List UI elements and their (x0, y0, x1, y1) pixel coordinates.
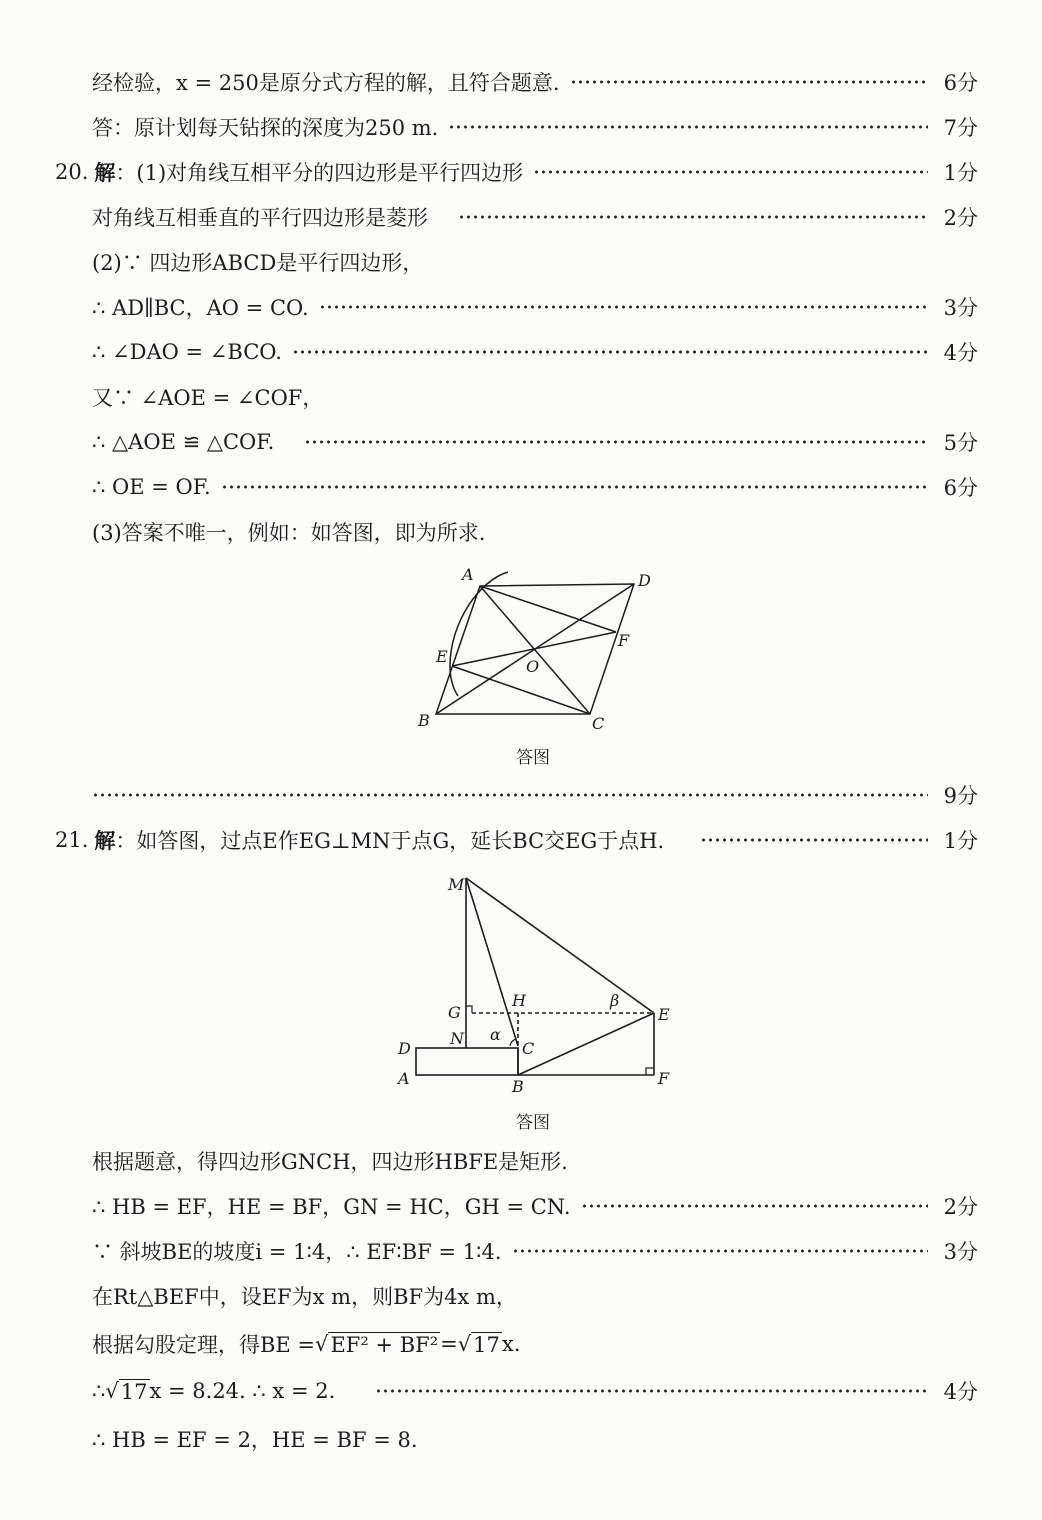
score: 9分 (943, 784, 978, 808)
leader-dots (570, 77, 928, 87)
score: 3分 (943, 296, 978, 320)
label-b: B (512, 1077, 524, 1096)
line-text: x = 8.24. ∴ x = 2. (149, 1379, 336, 1403)
score: 1分 (943, 829, 978, 853)
line-text: 又∵ ∠AOE = ∠COF， (92, 386, 324, 410)
parallelogram-figure (410, 562, 670, 737)
score: 3分 (943, 1240, 978, 1264)
solve-label: 解 (94, 828, 116, 853)
line-text: 对角线互相垂直的平行四边形是菱形 (92, 206, 428, 230)
label-alpha: α (490, 1025, 501, 1044)
leader-dots (533, 167, 928, 177)
text-line (92, 64, 978, 100)
leader-dots (448, 122, 928, 132)
line-mc (466, 878, 518, 1046)
leader-dots (304, 437, 928, 447)
label-h: H (512, 991, 526, 1010)
angle-alpha-arc (510, 1039, 516, 1046)
leader-dots (221, 482, 928, 492)
radicand: 17 (120, 1379, 148, 1404)
leader-dots (375, 1386, 928, 1396)
line-text: ：(1)对角线互相平分的四边形是平行四边形 (115, 161, 524, 185)
label-b: B (418, 711, 430, 730)
text-line (92, 424, 978, 460)
label-g: G (448, 1003, 461, 1022)
label-o: O (526, 657, 540, 676)
line-text: x. (501, 1332, 521, 1356)
score: 5分 (943, 431, 978, 455)
leader-dots (319, 302, 928, 312)
label-f: F (658, 1069, 670, 1088)
text-line (92, 1373, 978, 1409)
sqrt-icon: √ (315, 1332, 329, 1356)
leader-dots (92, 790, 928, 800)
line-text: ∵ 斜坡BE的坡度i = 1∶4，∴ EF∶BF = 1∶4. (92, 1240, 502, 1264)
text-line (92, 469, 978, 505)
leader-dots (292, 347, 928, 357)
leader-dots (458, 212, 928, 222)
question-20-line (55, 154, 978, 190)
solve-label: 解 (94, 160, 116, 185)
score: 4分 (943, 1380, 978, 1404)
line-text: 根据勾股定理，得BE = (92, 1333, 316, 1357)
text-line (92, 1188, 978, 1224)
question-number: 20. (55, 160, 89, 184)
line-text: ：如答图，过点E作EG⊥MN于点G，延长BC交EG于点H. (115, 829, 665, 853)
figure-caption: 答图 (516, 1113, 550, 1133)
label-n: N (450, 1029, 464, 1048)
slope-figure (390, 868, 690, 1098)
text-line (92, 379, 978, 415)
label-beta: β (610, 991, 620, 1010)
label-c: C (592, 714, 605, 733)
text-line (92, 1233, 978, 1269)
leader-dots (581, 1201, 928, 1211)
radicand: 17 (473, 1332, 500, 1357)
line-text: ∴ OE = OF. (92, 475, 211, 499)
score: 7分 (943, 116, 978, 140)
line-text: ∴ ∠DAO = ∠BCO. (92, 340, 282, 364)
text-line (92, 244, 978, 280)
text-line (92, 334, 978, 370)
sqrt-icon: √ (105, 1379, 119, 1403)
right-angle-f (646, 1068, 654, 1075)
label-m: M (448, 875, 465, 894)
text-line (92, 777, 978, 813)
label-e: E (658, 1005, 670, 1024)
radicand: EF² + BF² (330, 1332, 439, 1357)
line-text: 经检验，x = 250是原分式方程的解，且符合题意. (92, 71, 560, 95)
text-line (92, 1278, 978, 1314)
sqrt-icon: √ (457, 1332, 472, 1356)
score: 4分 (943, 341, 978, 365)
right-angle-g (466, 1006, 472, 1013)
line-text: (3)答案不唯一，例如：如答图，即为所求. (92, 521, 486, 545)
text-line (92, 289, 978, 325)
label-d: D (398, 1039, 411, 1058)
text-line (92, 109, 978, 145)
text-line (92, 1421, 978, 1457)
figure-caption: 答图 (516, 748, 550, 768)
score: 2分 (943, 206, 978, 230)
line-text: ∴ AD∥BC，AO = CO. (92, 296, 309, 320)
score: 6分 (943, 476, 978, 500)
line-text: (2)∵ 四边形ABCD是平行四边形， (92, 251, 424, 275)
slope-be (518, 1013, 654, 1075)
question-21-line (55, 822, 978, 858)
text-line (92, 199, 978, 235)
construction-arc (450, 572, 508, 696)
line-text: = (440, 1332, 458, 1356)
line-text: 根据题意，得四边形GNCH，四边形HBFE是矩形. (92, 1150, 568, 1174)
text-line (92, 1326, 978, 1362)
label-a: A (462, 565, 474, 584)
line-me (466, 878, 654, 1013)
leader-dots (512, 1246, 929, 1256)
label-e: E (436, 647, 448, 666)
score: 2分 (943, 1195, 978, 1219)
label-a: A (398, 1069, 410, 1088)
label-d: D (638, 571, 651, 590)
line-text: 在Rt△BEF中，设EF为x m，则BF为4x m， (92, 1285, 517, 1309)
question-number: 21. (55, 828, 89, 852)
text-line (92, 514, 978, 550)
leader-dots (700, 835, 928, 845)
label-f: F (618, 631, 630, 650)
line-text: ∴ (92, 1379, 106, 1403)
label-c: C (522, 1039, 535, 1058)
line-text: ∴ HB = EF = 2，HE = BF = 8. (92, 1428, 418, 1452)
score: 6分 (943, 71, 978, 95)
line-text: ∴ HB = EF，HE = BF，GN = HC，GH = CN. (92, 1195, 571, 1219)
platform-dabc (416, 1048, 518, 1075)
line-text: 答：原计划每天钻探的深度为250 m. (92, 116, 439, 140)
text-line (92, 1143, 978, 1179)
score: 1分 (943, 161, 978, 185)
line-text: ∴ △AOE ≌ △COF. (92, 430, 275, 454)
